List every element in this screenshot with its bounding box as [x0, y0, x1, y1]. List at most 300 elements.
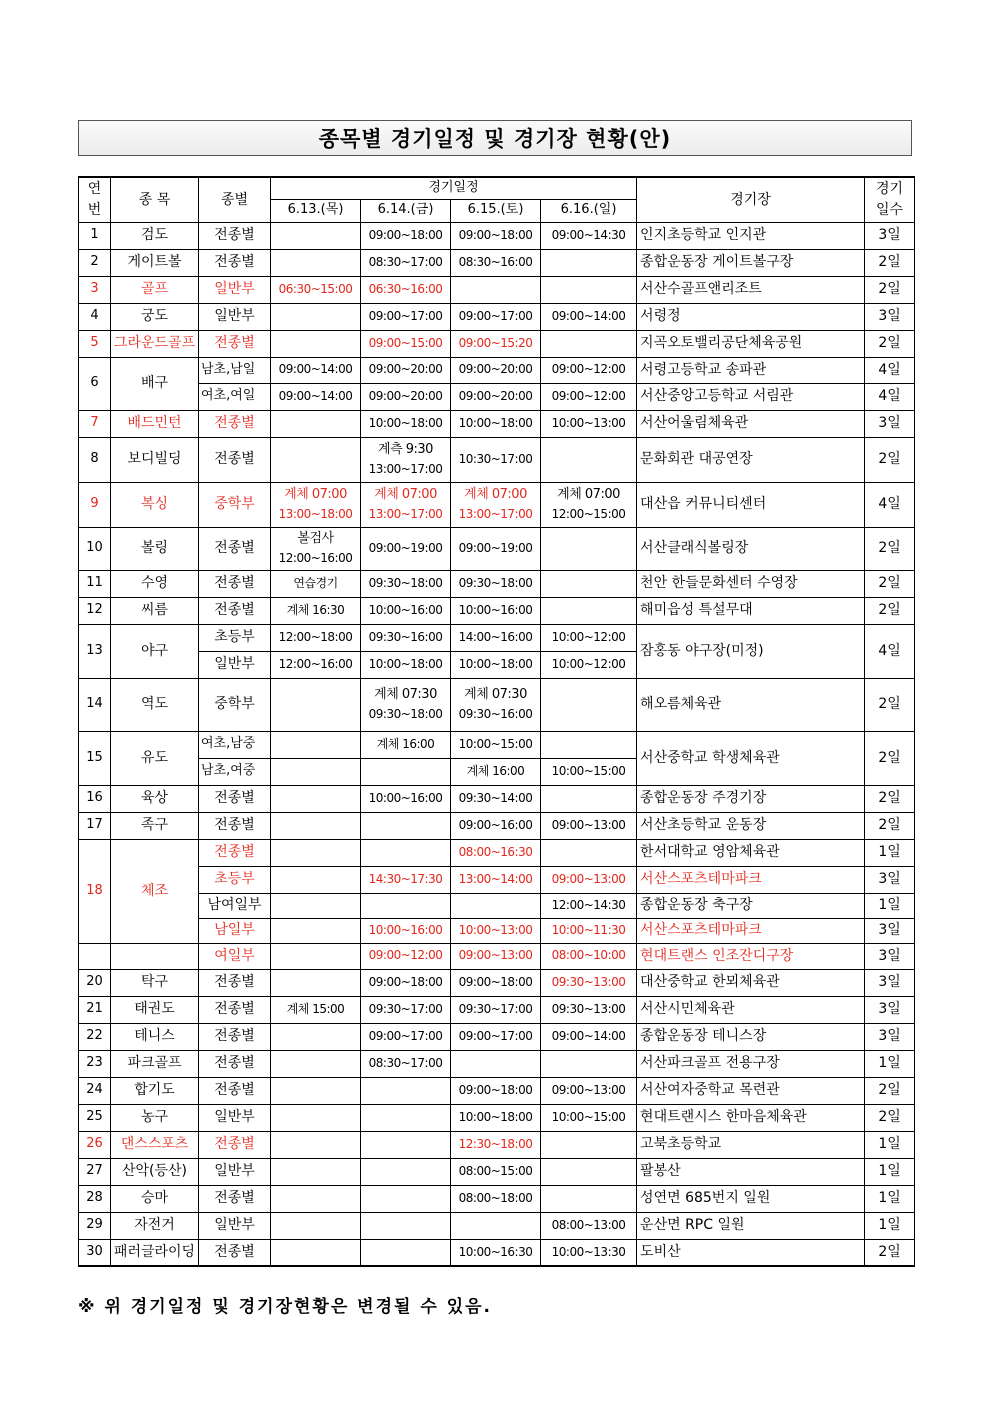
- table-row: [79, 410, 915, 437]
- schedule-cell: [271, 482, 361, 527]
- schedule-cell: 10:00~16:00: [451, 597, 541, 624]
- sport-name: 댄스스포츠: [111, 1131, 199, 1158]
- game-days: 2일: [865, 731, 915, 785]
- schedule-cell: 09:00~20:00: [451, 383, 541, 410]
- table-row: [79, 969, 915, 996]
- header-days-1: 경기: [876, 181, 904, 198]
- schedule-cell: [271, 866, 361, 893]
- game-days: 4일: [865, 357, 915, 383]
- schedule-cell: 06:30~15:00: [271, 276, 361, 303]
- schedule-line: 계체 07:30: [464, 686, 527, 702]
- schedule-cell: 10:00~18:00: [451, 651, 541, 678]
- row-number: 30: [79, 1239, 111, 1266]
- division: 남여일부: [199, 893, 271, 918]
- venue-name: 서산클래식볼링장: [637, 527, 865, 570]
- schedule-cell: [271, 437, 361, 482]
- schedule-cell: [361, 1077, 451, 1104]
- schedule-cell: 계체 15:00: [271, 996, 361, 1023]
- sport-name: 자전거: [111, 1212, 199, 1239]
- division: 여초,여일: [199, 383, 271, 410]
- schedule-cell: [541, 785, 637, 812]
- schedule-cell: [541, 527, 637, 570]
- game-days: 4일: [865, 624, 915, 678]
- division: 전종별: [199, 996, 271, 1023]
- row-number: 28: [79, 1185, 111, 1212]
- header-sport: 종 목: [111, 177, 199, 222]
- division: 일반부: [199, 303, 271, 330]
- table-row: [79, 276, 915, 303]
- schedule-cell: [271, 893, 361, 918]
- schedule-cell: 08:00~10:00: [541, 943, 637, 969]
- title-box: [78, 120, 912, 156]
- division: 중학부: [199, 678, 271, 731]
- venue-name: 해미읍성 특설무대: [637, 597, 865, 624]
- row-number: 6: [79, 357, 111, 410]
- schedule-cell: 09:30~18:00: [451, 570, 541, 597]
- header-date-1: 6.13.(목): [271, 199, 361, 222]
- division: 전종별: [199, 437, 271, 482]
- schedule-cell: [271, 678, 361, 731]
- venue-name: 현대트랜스 인조잔디구장: [637, 943, 865, 969]
- table-row: [79, 839, 915, 866]
- table-row: [79, 1158, 915, 1185]
- division: 전종별: [199, 570, 271, 597]
- schedule-cell: [271, 1050, 361, 1077]
- game-days: 1일: [865, 1185, 915, 1212]
- schedule-cell: [451, 1212, 541, 1239]
- venue-name: 서산여자중학교 목련관: [637, 1077, 865, 1104]
- schedule-cell: 09:00~14:00: [271, 357, 361, 383]
- schedule-cell: [361, 1212, 451, 1239]
- venue-name: 서산중앙고등학교 서림관: [637, 383, 865, 410]
- row-number: 13: [79, 624, 111, 678]
- division: 전종별: [199, 249, 271, 276]
- venue-name: 잠홍동 야구장(미정): [637, 624, 865, 678]
- schedule-cell: 09:30~13:00: [541, 996, 637, 1023]
- game-days: 2일: [865, 437, 915, 482]
- sport-name: 탁구: [111, 969, 199, 996]
- venue-name: 종합운동장 주경기장: [637, 785, 865, 812]
- schedule-cell: [271, 758, 361, 785]
- game-days: 3일: [865, 918, 915, 943]
- schedule-cell: [361, 678, 451, 731]
- division: 전종별: [199, 1050, 271, 1077]
- table-row: [79, 1023, 915, 1050]
- schedule-cell: 09:00~17:00: [451, 303, 541, 330]
- schedule-cell: 09:00~13:00: [541, 812, 637, 839]
- table-row: [79, 570, 915, 597]
- schedule-cell: 08:00~18:00: [451, 1185, 541, 1212]
- schedule-cell: 13:00~14:00: [451, 866, 541, 893]
- division: 전종별: [199, 1077, 271, 1104]
- header-division: 종별: [199, 177, 271, 222]
- venue-name: 서산파크골프 전용구장: [637, 1050, 865, 1077]
- schedule-line: 계체 07:00: [284, 486, 347, 502]
- sport-name: 보디빌딩: [111, 437, 199, 482]
- game-days: 2일: [865, 785, 915, 812]
- row-number: 27: [79, 1158, 111, 1185]
- schedule-cell: [541, 1131, 637, 1158]
- schedule-line: 계체 07:30: [374, 686, 437, 702]
- schedule-cell: [271, 1131, 361, 1158]
- venue-name: 서산초등학교 운동장: [637, 812, 865, 839]
- table-row: [79, 249, 915, 276]
- schedule-cell: 연습경기: [271, 570, 361, 597]
- schedule-line: 계측 9:30: [378, 441, 433, 457]
- schedule-cell: 10:00~16:30: [451, 1239, 541, 1266]
- schedule-cell: 계체 16:00: [451, 758, 541, 785]
- schedule-cell: 09:30~18:00: [361, 570, 451, 597]
- row-number: 21: [79, 996, 111, 1023]
- game-days: 3일: [865, 303, 915, 330]
- schedule-cell: [271, 1104, 361, 1131]
- division: 전종별: [199, 527, 271, 570]
- schedule-cell: [271, 918, 361, 943]
- row-number: 22: [79, 1023, 111, 1050]
- schedule-cell: [271, 249, 361, 276]
- schedule-cell: 09:00~15:20: [451, 330, 541, 357]
- game-days: 1일: [865, 1158, 915, 1185]
- game-days: 2일: [865, 597, 915, 624]
- table-row: [79, 597, 915, 624]
- venue-name: 종합운동장 축구장: [637, 893, 865, 918]
- game-days: 2일: [865, 1104, 915, 1131]
- schedule-table: [78, 176, 915, 1267]
- schedule-cell: [361, 1104, 451, 1131]
- schedule-cell: 10:00~13:30: [541, 1239, 637, 1266]
- table-row: [79, 383, 915, 410]
- schedule-cell: 12:30~18:00: [451, 1131, 541, 1158]
- game-days: 2일: [865, 678, 915, 731]
- header-date-3: 6.15.(토): [451, 199, 541, 222]
- schedule-cell: [271, 1185, 361, 1212]
- header-date-4: 6.16.(일): [541, 199, 637, 222]
- venue-name: 지곡오토밸리공단체육공원: [637, 330, 865, 357]
- venue-name: 성연면 685번지 일원: [637, 1185, 865, 1212]
- row-number: 14: [79, 678, 111, 731]
- venue-name: 문화회관 대공연장: [637, 437, 865, 482]
- division: 전종별: [199, 1023, 271, 1050]
- schedule-cell: 09:00~12:00: [361, 943, 451, 969]
- row-number: 17: [79, 812, 111, 839]
- row-number: 20: [79, 969, 111, 996]
- table-row: [79, 812, 915, 839]
- venue-name: 현대트랜시스 한마음체육관: [637, 1104, 865, 1131]
- sport-name: 게이트볼: [111, 249, 199, 276]
- schedule-cell: 09:00~14:30: [541, 222, 637, 249]
- table-row: [79, 357, 915, 383]
- schedule-cell: 08:30~17:00: [361, 1050, 451, 1077]
- division: 초등부: [199, 866, 271, 893]
- venue-name: 종합운동장 테니스장: [637, 1023, 865, 1050]
- schedule-cell: 10:00~15:00: [451, 731, 541, 758]
- venue-name: 서령고등학교 송파관: [637, 357, 865, 383]
- row-number: 12: [79, 597, 111, 624]
- schedule-cell: [451, 893, 541, 918]
- schedule-cell: [451, 482, 541, 527]
- division: 전종별: [199, 969, 271, 996]
- sport-name: 패러글라이딩: [111, 1239, 199, 1266]
- table-row: [79, 678, 915, 731]
- table-row: [79, 527, 915, 570]
- schedule-cell: [451, 1050, 541, 1077]
- sport-name: 검도: [111, 222, 199, 249]
- row-number: 3: [79, 276, 111, 303]
- schedule-cell: 10:00~18:00: [361, 410, 451, 437]
- sport-name: 골프: [111, 276, 199, 303]
- table-row: [79, 624, 915, 651]
- row-number: 29: [79, 1212, 111, 1239]
- sport-name: 야구: [111, 624, 199, 678]
- game-days: 3일: [865, 1023, 915, 1050]
- division: 전종별: [199, 1131, 271, 1158]
- schedule-cell: [541, 1185, 637, 1212]
- schedule-cell: 09:00~20:00: [361, 357, 451, 383]
- schedule-cell: [541, 437, 637, 482]
- venue-name: 서산스포츠테마파크: [637, 918, 865, 943]
- schedule-line: 13:00~17:00: [368, 462, 443, 477]
- schedule-cell: [271, 812, 361, 839]
- sport-name: 테니스: [111, 1023, 199, 1050]
- table-row: [79, 330, 915, 357]
- schedule-line: 12:00~16:00: [278, 551, 353, 566]
- schedule-cell: 10:00~12:00: [541, 651, 637, 678]
- row-number: 7: [79, 410, 111, 437]
- schedule-cell: 10:00~18:00: [451, 410, 541, 437]
- row-number: 1: [79, 222, 111, 249]
- schedule-cell: 09:00~12:00: [541, 383, 637, 410]
- game-days: 2일: [865, 330, 915, 357]
- page-title: 종목별 경기일정 및 경기장 현황(안): [318, 127, 672, 151]
- game-days: 3일: [865, 410, 915, 437]
- schedule-cell: [541, 482, 637, 527]
- schedule-cell: 09:00~17:00: [361, 1023, 451, 1050]
- sport-name: 배드민턴: [111, 410, 199, 437]
- division: 남초,남일: [199, 357, 271, 383]
- sport-name: 승마: [111, 1185, 199, 1212]
- game-days: 3일: [865, 969, 915, 996]
- sport-name: 궁도: [111, 303, 199, 330]
- division: 전종별: [199, 222, 271, 249]
- schedule-cell: 10:00~11:30: [541, 918, 637, 943]
- row-number: 4: [79, 303, 111, 330]
- schedule-line: 계체 07:00: [557, 486, 620, 502]
- table-row: [79, 785, 915, 812]
- division: 남초,여중: [199, 758, 271, 785]
- schedule-cell: [541, 678, 637, 731]
- venue-name: 종합운동장 게이트볼구장: [637, 249, 865, 276]
- table-row: [79, 943, 915, 969]
- schedule-line: 13:00~18:00: [278, 507, 353, 522]
- schedule-cell: [541, 1158, 637, 1185]
- row-number: 26: [79, 1131, 111, 1158]
- schedule-cell: [271, 410, 361, 437]
- schedule-cell: [541, 597, 637, 624]
- schedule-cell: 09:00~14:00: [271, 383, 361, 410]
- division: 여일부: [199, 943, 271, 969]
- schedule-cell: 10:00~18:00: [451, 1104, 541, 1131]
- schedule-cell: [361, 1158, 451, 1185]
- venue-name: 서산시민체육관: [637, 996, 865, 1023]
- schedule-cell: 09:30~16:00: [361, 624, 451, 651]
- schedule-cell: 09:00~17:00: [361, 303, 451, 330]
- sport-name: 육상: [111, 785, 199, 812]
- schedule-cell: 06:30~16:00: [361, 276, 451, 303]
- game-days: 2일: [865, 812, 915, 839]
- schedule-cell: 09:00~18:00: [451, 222, 541, 249]
- schedule-cell: 10:00~16:00: [361, 918, 451, 943]
- venue-name: 인지초등학교 인지관: [637, 222, 865, 249]
- schedule-cell: 12:00~14:30: [541, 893, 637, 918]
- row-number: 10: [79, 527, 111, 570]
- schedule-line: 볼검사: [297, 530, 334, 546]
- header-no-1: 연: [87, 181, 102, 198]
- schedule-cell: [271, 330, 361, 357]
- venue-name: 서산어울림체육관: [637, 410, 865, 437]
- game-days: 3일: [865, 866, 915, 893]
- schedule-cell: 08:30~16:00: [451, 249, 541, 276]
- table-row: [79, 1185, 915, 1212]
- schedule-cell: [271, 969, 361, 996]
- schedule-line: 09:30~18:00: [368, 707, 443, 722]
- row-number: [79, 943, 111, 969]
- row-number: 16: [79, 785, 111, 812]
- schedule-cell: 09:30~14:00: [451, 785, 541, 812]
- game-days: 1일: [865, 893, 915, 918]
- division: 전종별: [199, 812, 271, 839]
- division: 전종별: [199, 1239, 271, 1266]
- table-row: [79, 437, 915, 482]
- game-days: 3일: [865, 222, 915, 249]
- table-row: [79, 918, 915, 943]
- game-days: 2일: [865, 1077, 915, 1104]
- schedule-cell: [541, 570, 637, 597]
- sport-name: 농구: [111, 1104, 199, 1131]
- venue-name: 천안 한들문화센터 수영장: [637, 570, 865, 597]
- schedule-cell: 09:00~13:00: [541, 866, 637, 893]
- division: 일반부: [199, 1104, 271, 1131]
- schedule-cell: 12:00~18:00: [271, 624, 361, 651]
- sport-name: [111, 943, 199, 969]
- division: 일반부: [199, 276, 271, 303]
- schedule-cell: 09:30~17:00: [451, 996, 541, 1023]
- sport-name: 족구: [111, 812, 199, 839]
- division: 남일부: [199, 918, 271, 943]
- row-number: 5: [79, 330, 111, 357]
- schedule-line: 13:00~17:00: [458, 507, 533, 522]
- schedule-cell: 09:00~12:00: [541, 357, 637, 383]
- schedule-cell: 09:30~17:00: [361, 996, 451, 1023]
- division: 전종별: [199, 410, 271, 437]
- schedule-cell: 계체 16:30: [271, 597, 361, 624]
- schedule-cell: [271, 303, 361, 330]
- schedule-cell: 계체 16:00: [361, 731, 451, 758]
- game-days: 1일: [865, 1050, 915, 1077]
- sport-name: 그라운드골프: [111, 330, 199, 357]
- table-row: [79, 1077, 915, 1104]
- schedule-cell: 09:00~20:00: [451, 357, 541, 383]
- schedule-cell: 14:30~17:30: [361, 866, 451, 893]
- game-days: 1일: [865, 1131, 915, 1158]
- row-number: 25: [79, 1104, 111, 1131]
- schedule-cell: 09:00~15:00: [361, 330, 451, 357]
- schedule-cell: 10:30~17:00: [451, 437, 541, 482]
- schedule-cell: [361, 758, 451, 785]
- table-row: [79, 996, 915, 1023]
- venue-name: 서산수골프앤리조트: [637, 276, 865, 303]
- header-days: [865, 177, 915, 222]
- schedule-cell: [451, 678, 541, 731]
- table-row: [79, 1131, 915, 1158]
- schedule-cell: [541, 839, 637, 866]
- schedule-cell: [361, 1239, 451, 1266]
- schedule-cell: [541, 731, 637, 758]
- venue-name: 서산스포츠테마파크: [637, 866, 865, 893]
- venue-name: 고북초등학교: [637, 1131, 865, 1158]
- division: 초등부: [199, 624, 271, 651]
- schedule-cell: [361, 482, 451, 527]
- division: 중학부: [199, 482, 271, 527]
- table-row: [79, 731, 915, 758]
- row-number: 8: [79, 437, 111, 482]
- schedule-cell: 09:00~18:00: [361, 222, 451, 249]
- notice-text: ※ 위 경기일정 및 경기장현황은 변경될 수 있음.: [78, 1297, 493, 1317]
- division: 일반부: [199, 1212, 271, 1239]
- schedule-cell: 14:00~16:00: [451, 624, 541, 651]
- sport-name: 씨름: [111, 597, 199, 624]
- schedule-cell: 10:00~18:00: [361, 651, 451, 678]
- schedule-cell: [361, 1185, 451, 1212]
- sport-name: 태권도: [111, 996, 199, 1023]
- sport-name: 볼링: [111, 527, 199, 570]
- schedule-line: 12:00~15:00: [551, 507, 626, 522]
- game-days: 2일: [865, 1239, 915, 1266]
- schedule-cell: [271, 943, 361, 969]
- sport-name: 파크골프: [111, 1050, 199, 1077]
- schedule-cell: 10:00~15:00: [541, 758, 637, 785]
- sport-name: 산악(등산): [111, 1158, 199, 1185]
- schedule-cell: 09:00~14:00: [541, 303, 637, 330]
- schedule-cell: [271, 1239, 361, 1266]
- venue-name: 서산중학교 학생체육관: [637, 731, 865, 785]
- division: 전종별: [199, 839, 271, 866]
- schedule-cell: 09:00~18:00: [451, 969, 541, 996]
- schedule-cell: 09:00~13:00: [541, 1077, 637, 1104]
- schedule-cell: [451, 276, 541, 303]
- division: 일반부: [199, 651, 271, 678]
- venue-name: 대산중학교 한뫼체육관: [637, 969, 865, 996]
- schedule-cell: 10:00~13:00: [541, 410, 637, 437]
- schedule-cell: [271, 1077, 361, 1104]
- schedule-cell: [541, 249, 637, 276]
- schedule-cell: [271, 1212, 361, 1239]
- schedule-cell: 08:00~13:00: [541, 1212, 637, 1239]
- sport-name: 합기도: [111, 1077, 199, 1104]
- division: 전종별: [199, 597, 271, 624]
- table-row: [79, 1239, 915, 1266]
- header-schedule: 경기일정: [271, 177, 637, 199]
- venue-name: 서령정: [637, 303, 865, 330]
- sport-name: 역도: [111, 678, 199, 731]
- schedule-cell: [361, 839, 451, 866]
- schedule-line: 09:30~16:00: [458, 707, 533, 722]
- schedule-cell: [271, 839, 361, 866]
- schedule-cell: [271, 785, 361, 812]
- schedule-cell: [271, 222, 361, 249]
- schedule-cell: 08:00~15:00: [451, 1158, 541, 1185]
- row-number: 18: [79, 839, 111, 943]
- venue-name: 한서대학교 영암체육관: [637, 839, 865, 866]
